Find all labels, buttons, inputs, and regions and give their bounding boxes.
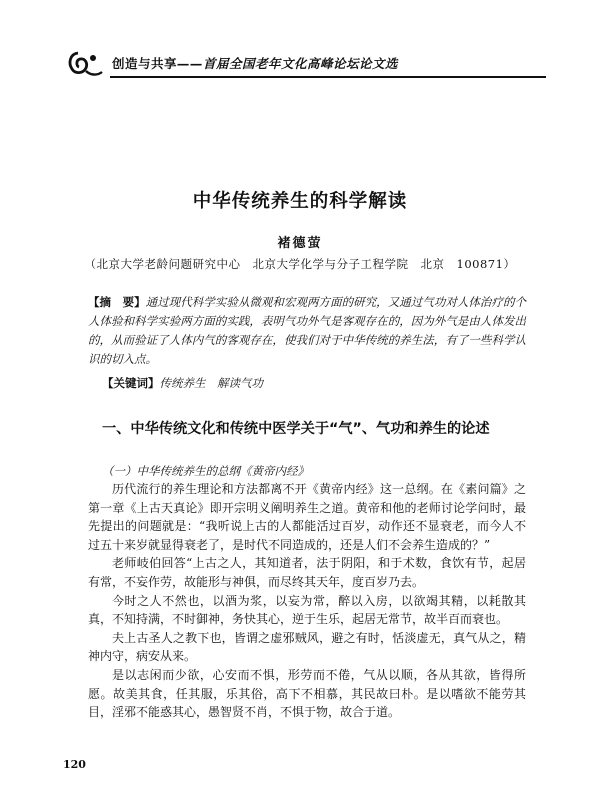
keywords-label: 【关键词】 (102, 376, 160, 390)
abstract-label: 【摘 要】 (88, 295, 146, 309)
paragraph: 是以志闲而少欲，心安而不惧，形劳而不倦，气从以顺，各从其欲，皆得所愿。故美其食，任其服，乐其俗，高下不相慕，其民故曰朴。是以嗜欲不能劳其目，淫邪不能惑其心，愚智贤不肖，不惧于物，故合于道。 (88, 667, 526, 720)
book-title: 创造与共享 (112, 56, 178, 71)
paragraph: 历代流行的养生理论和方法都离不开《黄帝内经》这一总纲。在《素问篇》之第一章《上古天真论》即开宗明义阐明养生之道。黄帝和他的老师讨论学问时，最先提出的问题就是：“我听说上古的人都能活过百岁，动作还不显衰老，而今人不过五十来岁就显得衰老了，是时代不同造成的，还是人们不会养生造成的？” (88, 482, 526, 552)
keywords-text: 传统养生 解读气功 (159, 376, 263, 390)
paragraph: 老师岐伯回答“上古之人，其知道者，法于阴阳，和于术数，食饮有节，起居有常，不妄作劳，故能形与神俱，而尽终其天年，度百岁乃去。 (88, 556, 526, 589)
logo-icon (66, 50, 106, 78)
page-number: 120 (63, 758, 86, 771)
paragraph: 夫上古圣人之教下也，皆谓之虚邪贼风，避之有时，恬淡虚无，真气从之，精神内守，病安从来。 (88, 630, 526, 664)
header-text (112, 54, 398, 72)
header-rule (110, 76, 546, 78)
subsection-heading: （一）中华传统养生的总纲《黄帝内经》 (102, 464, 309, 478)
author-affiliation: （北京大学老龄问题研究中心 北京大学化学与分子工程学院 北京 100871） (84, 257, 516, 271)
article-title: 中华传统养生的科学解读 (192, 191, 408, 212)
paragraph: 今时之人不然也，以酒为浆，以妄为常，醉以入房，以欲竭其精，以耗散其真，不知持满，不时御神，务快其心，逆于生乐，起居无常节，故半百而衰也。 (88, 593, 526, 627)
keywords (102, 375, 263, 391)
abstract (88, 293, 526, 369)
author-name: 褚德萤 (277, 236, 323, 251)
abstract-text: 通过现代科学实验从微观和宏观两方面的研究，又通过气功对人体治疗的个人体验和科学实验两方面的实践，表明气功外气是客观存在的，因为外气是由人体发出的，从而验证了人体内气的客观存在，使我们对于中华传统的养生法，有了一些科学认识的切入点。 (88, 295, 527, 366)
book-subtitle: ——首届全国老年文化高峰论坛论文选 (177, 56, 399, 71)
body-text (88, 480, 526, 722)
section-heading: 一、中华传统文化和传统中医学关于“气”、气功和养生的论述 (102, 421, 490, 437)
running-header (66, 50, 546, 80)
